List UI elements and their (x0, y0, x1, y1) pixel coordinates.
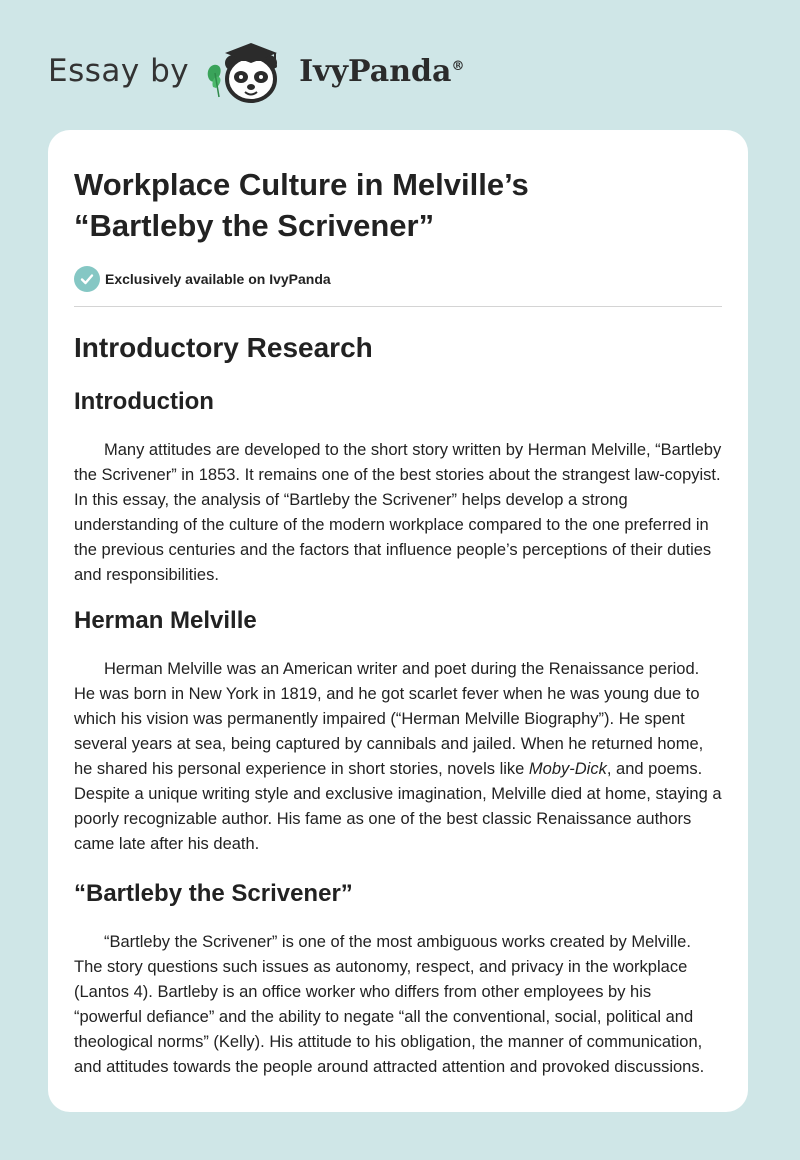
heading-herman-melville: Herman Melville (74, 607, 257, 634)
brand-name: IvyPanda (299, 53, 452, 89)
registered-mark: ® (451, 58, 465, 74)
paragraph-bartleby: “Bartleby the Scrivener” is one of the most ambiguous works created by Melville. The story questions such issues as autonomy, respect, and privacy in the workplace (Lantos 4). Bartleby is an office worker who differs from other employees by his “powerful defiance” and the ability to negate “all the conventional, social, political and theological norms” (Kelly). His attitude to his obligation, the manner of communication, and attitudes towards the people around attracted attention and provoked discussions. (74, 933, 705, 1076)
exclusive-badge (74, 266, 722, 292)
essay-by-label: Essay by (48, 53, 190, 89)
title-line-2: “Bartleby the Scrivener” (74, 208, 435, 243)
ivypanda-wordmark (299, 54, 464, 89)
moby-dick-title: Moby-Dick (528, 760, 607, 778)
panda-logo-icon (203, 35, 295, 107)
section-heading: Introductory Research (74, 332, 373, 363)
paragraph-introduction: Many attitudes are developed to the short story written by Herman Melville, “Bartleby the Scrivener” in 1853. It remains one of the best stories about the strangest law-copyist. In this essay, the analysis of “Bartleby the Scrivener” helps develop a strong understanding of the culture of the modern workplace compared to the one preferred in the previous centuries and the factors that influence people’s perceptions of their duties and responsibilities. (74, 441, 722, 584)
page-title (74, 164, 674, 246)
heading-introduction: Introduction (74, 388, 214, 415)
check-icon (74, 266, 100, 292)
paragraph-melville-part1: Herman Melville was an American writer and poet during the Renaissance period. He was born in New York in 1819, and he got scarlet fever when he was young due to which his vision was permanently impaired (“Herman Melville Biography”). He spent several years at sea, being captured by cannibals and jailed. When he returned home, he shared his personal experience in short stories, novels like (74, 660, 704, 778)
title-line-1: Workplace Culture in Melville’s (74, 167, 529, 202)
paragraph-melville-part2: , and poems. Despite a unique writing style and exclusive imagination, Melville died at home, staying a poorly recognizable author. His fame as one of the best classic Renaissance authors came late after his death. (74, 760, 722, 853)
brand-header[interactable] (48, 36, 464, 106)
heading-bartleby: “Bartleby the Scrivener” (74, 880, 353, 907)
article-card (48, 130, 748, 1112)
badge-text: Exclusively available on IvyPanda (105, 271, 331, 287)
divider (74, 306, 722, 307)
paragraph-herman-melville (74, 657, 722, 857)
